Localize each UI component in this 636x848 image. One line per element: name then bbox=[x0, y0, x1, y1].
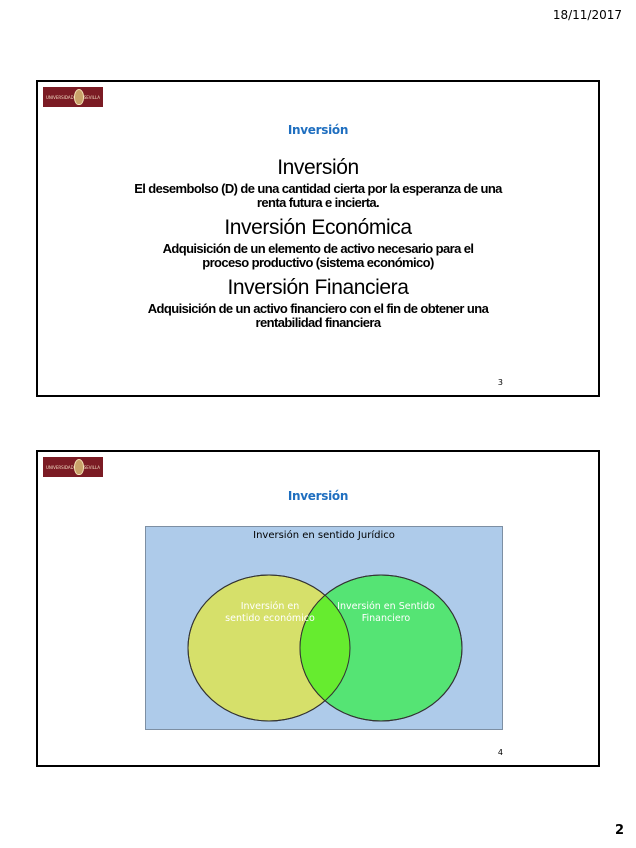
logo-text-left: UNIVERSIDAD bbox=[46, 94, 74, 100]
slide-content bbox=[38, 156, 598, 330]
description-inversion-financiera: Adquisición de un activo financiero con el fin de obtener una rentabilidad financiera bbox=[147, 301, 489, 330]
logo-text-left: UNIVERSIDAD bbox=[46, 464, 74, 470]
heading-inversion-economica: Inversión Económica bbox=[224, 216, 412, 239]
description-inversion: El desembolso (D) de una cantidad cierta por la esperanza de una renta futura e incierta. bbox=[134, 181, 502, 210]
venn-box-label: Inversión en sentido Jurídico bbox=[253, 530, 395, 541]
venn-diagram bbox=[145, 526, 503, 730]
slide-4 bbox=[36, 450, 600, 767]
slide-number: 3 bbox=[497, 378, 503, 387]
heading-inversion-financiera: Inversión Financiera bbox=[227, 276, 409, 299]
description-inversion-economica: Adquisición de un elemento de activo necesario para el proceso productivo (sistema económico) bbox=[162, 241, 474, 270]
logo-text-right: SEVILLA bbox=[83, 464, 100, 470]
crest-icon bbox=[74, 89, 84, 105]
slide-title: Inversión bbox=[287, 123, 349, 137]
page-number: 2 bbox=[614, 823, 624, 838]
heading-inversion: Inversión bbox=[277, 156, 359, 179]
venn-label-economic: Inversión en sentido económico bbox=[225, 601, 315, 624]
venn-label-financial: Inversión en Sentido Financiero bbox=[337, 601, 435, 624]
logo-text-right: SEVILLA bbox=[83, 94, 100, 100]
crest-icon bbox=[74, 459, 84, 475]
slide-number: 4 bbox=[497, 748, 503, 757]
print-date: 18/11/2017 bbox=[552, 8, 622, 22]
university-logo bbox=[43, 457, 103, 477]
slide-title: Inversión bbox=[287, 489, 349, 503]
university-logo bbox=[43, 87, 103, 107]
slide-3 bbox=[36, 80, 600, 397]
venn-svg bbox=[146, 527, 502, 729]
